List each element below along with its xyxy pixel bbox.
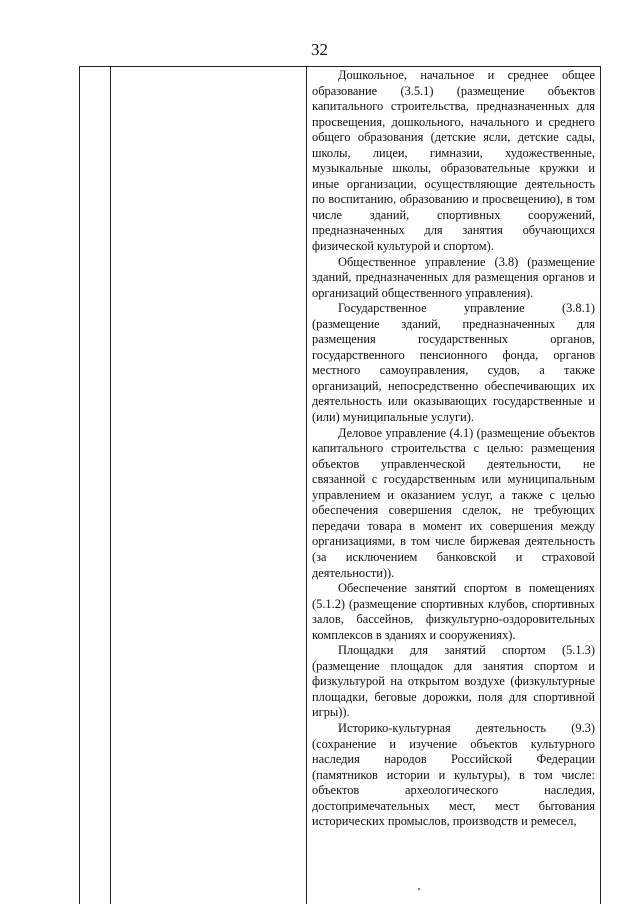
- paragraph-historical-cultural-activity: Историко-культурная деятельность (9.3) (сохранение и изучение объектов культурного наследия народов Российской Федерации (памятников истории и культуры), в том числе: объектов археологического наследия, достопримечательных мест, мест бытования исторических промыслов, производств и ремесел,: [312, 720, 595, 829]
- paragraph-sports-grounds: Площадки для занятий спортом (5.1.3) (размещение площадок для занятия спортом и физкультурой на открытом воздухе (физкультурные площадки, беговые дорожки, поля для спортивной игры)).: [312, 643, 595, 720]
- paragraph-public-administration: Общественное управление (3.8) (размещение зданий, предназначенных для размещения органов и организаций общественного управления).: [312, 254, 595, 300]
- paragraph-state-administration: Государственное управление (3.8.1) (размещение зданий, предназначенных для размещения государственных органов, государственного пенсионного фонда, органов местного самоуправления, судов, а также организаций, непосредственно обеспечивающих их деятельность или оказывающих государственные и (или) муниципальные услуги).: [312, 301, 595, 425]
- page-number: 32: [311, 40, 328, 59]
- table-column-permitted-uses: [312, 67, 595, 904]
- paragraph-indoor-sports: Обеспечение занятий спортом в помещениях (5.1.2) (размещение спортивных клубов, спортивных залов, бассейнов, физкультурно-оздоровительных комплексов в зданиях и сооружениях).: [312, 581, 595, 642]
- paragraph-preschool-education: Дошкольное, начальное и среднее общее образование (3.5.1) (размещение объектов капитального строительства, предназначенных для просвещения, дошкольного, начального и среднего общего образования (детские ясли, детские сады, школы, лицеи, гимназии, художественные, музыкальные школы, образовательные кружки и иные организации, осуществляющие деятельность по воспитанию, образованию и просвещению), в том числе зданий, спортивных сооружений, предназначенных для занятия обучающихся физической культурой и спортом).: [312, 68, 595, 254]
- table-column-zone: [111, 67, 307, 904]
- paragraph-business-administration: Деловое управление (4.1) (размещение объектов капитального строительства с целью: размещения объектов управленческой деятельности, не связанной с государственным или муниципальным управлением и оказанием услуг, а также с целью обеспечения совершения сделок, не требующих передачи товара в момент их совершения между организациями, в том числе биржевая деятельность (за исключением банковской и страховой деятельности)).: [312, 425, 595, 580]
- document-table: [79, 66, 601, 904]
- scan-speck: [418, 888, 420, 890]
- table-column-number: [80, 67, 111, 904]
